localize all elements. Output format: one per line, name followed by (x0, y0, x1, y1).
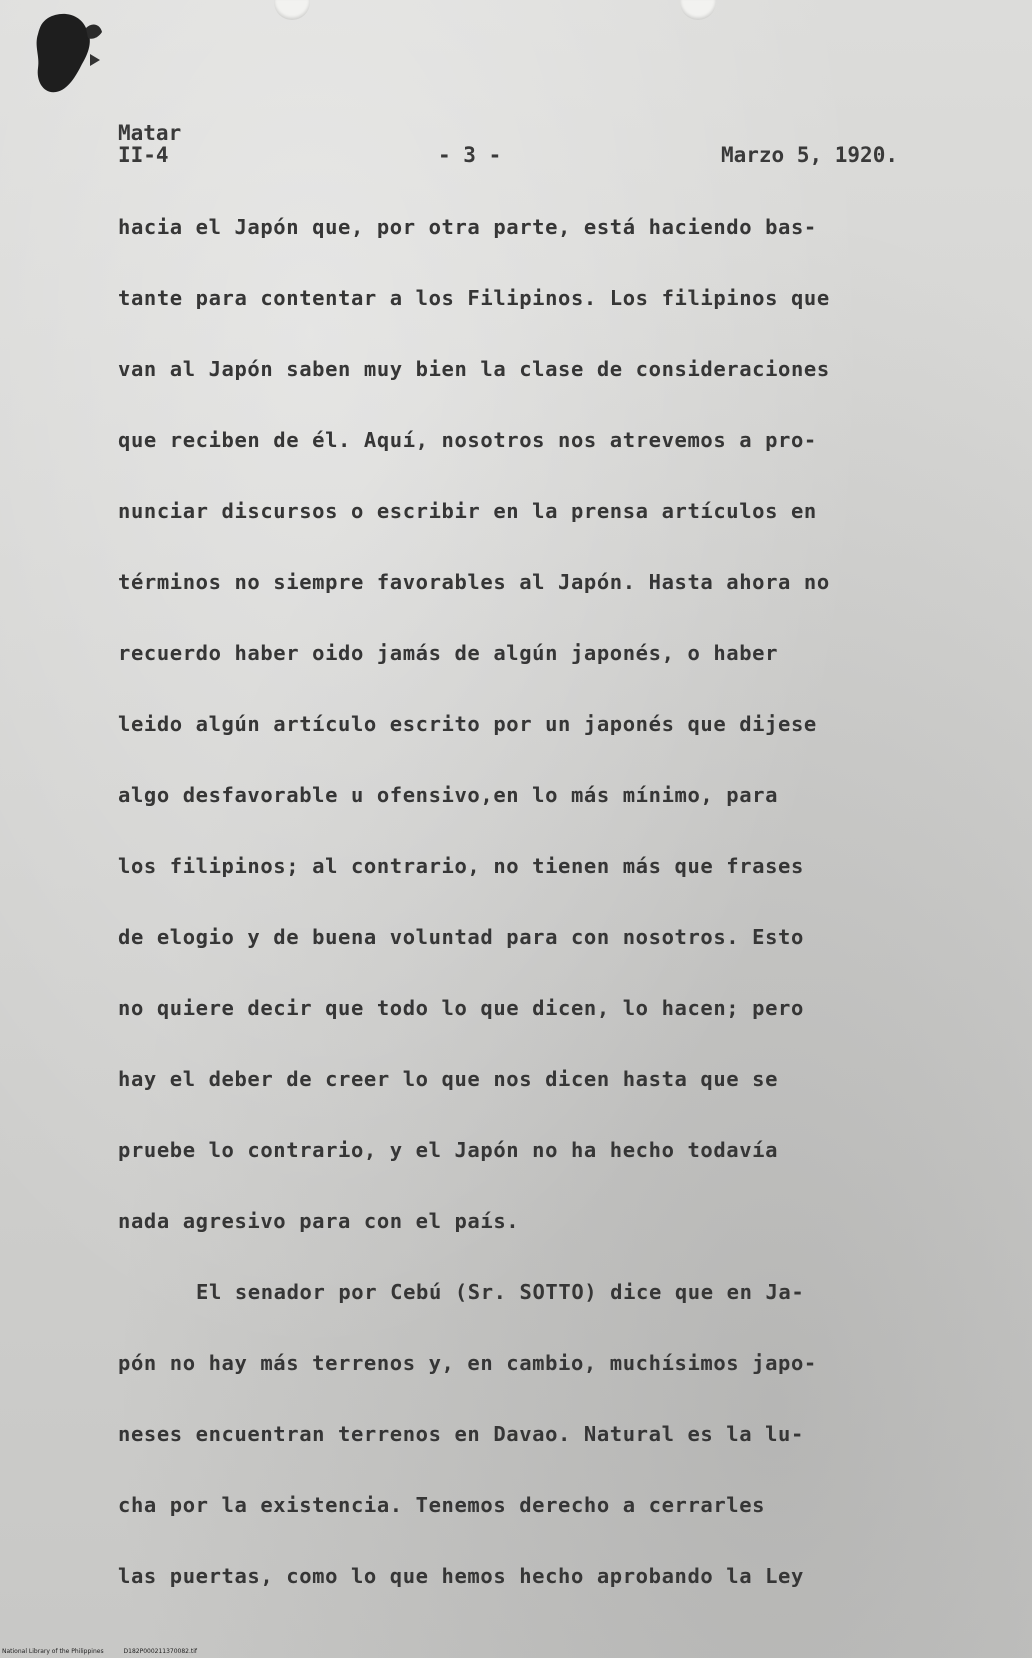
text-line: van al Japón saben muy bien la clase de consideraciones (118, 357, 830, 381)
sender-line-1: Matar (118, 121, 182, 145)
document-header (118, 122, 898, 182)
text-line: recuerdo haber oido jamás de algún japonés, o haber (118, 641, 779, 665)
punch-hole (274, 0, 310, 20)
text-line: los filipinos; al contrario, no tienen más que frases (118, 854, 804, 878)
text-line: que reciben de él. Aquí, nosotros nos atrevemos a pro- (118, 428, 817, 452)
text-line: algo desfavorable u ofensivo,en lo más mínimo, para (118, 783, 779, 807)
text-line: hay el deber de creer lo que nos dicen hasta que se (118, 1067, 779, 1091)
sender-line-2: II-4 (118, 143, 169, 167)
typewritten-body (118, 212, 918, 1632)
text-line: tante para contentar a los Filipinos. Los filipinos que (118, 286, 830, 310)
ink-blot-icon (28, 10, 108, 100)
paragraph-start-line: El senador por Cebú (Sr. SOTTO) dice que en Ja- (196, 1280, 805, 1304)
text-line: no quiere decir que todo lo que dicen, lo hacen; pero (118, 996, 804, 1020)
archive-footer (2, 1648, 215, 1655)
sender-reference (118, 122, 181, 166)
text-line: nunciar discursos o escribir en la prensa artículos en (118, 499, 817, 523)
text-line: las puertas, como lo que hemos hecho aprobando la Ley (118, 1564, 804, 1588)
archive-source: National Library of the Philippines (2, 1648, 104, 1655)
page-number: - 3 - (438, 143, 502, 167)
text-line: pruebe lo contrario, y el Japón no ha hecho todavía (118, 1138, 779, 1162)
text-line: neses encuentran terrenos en Davao. Natural es la lu- (118, 1422, 804, 1446)
text-line: de elogio y de buena voluntad para con nosotros. Esto (118, 925, 804, 949)
text-line: pón no hay más terrenos y, en cambio, muchísimos japo- (118, 1351, 817, 1375)
text-line: leido algún artículo escrito por un japonés que dijese (118, 712, 817, 736)
text-line: cha por la existencia. Tenemos derecho a cerrarles (118, 1493, 766, 1517)
archive-filename: D182P000211370082.tif (123, 1648, 198, 1655)
text-line: nada agresivo para con el país. (118, 1209, 520, 1233)
text-line: hacia el Japón que, por otra parte, está haciendo bas- (118, 215, 817, 239)
punch-hole (680, 0, 716, 20)
document-date: Marzo 5, 1920. (720, 143, 898, 167)
text-line: términos no siempre favorables al Japón. Hasta ahora no (118, 570, 830, 594)
